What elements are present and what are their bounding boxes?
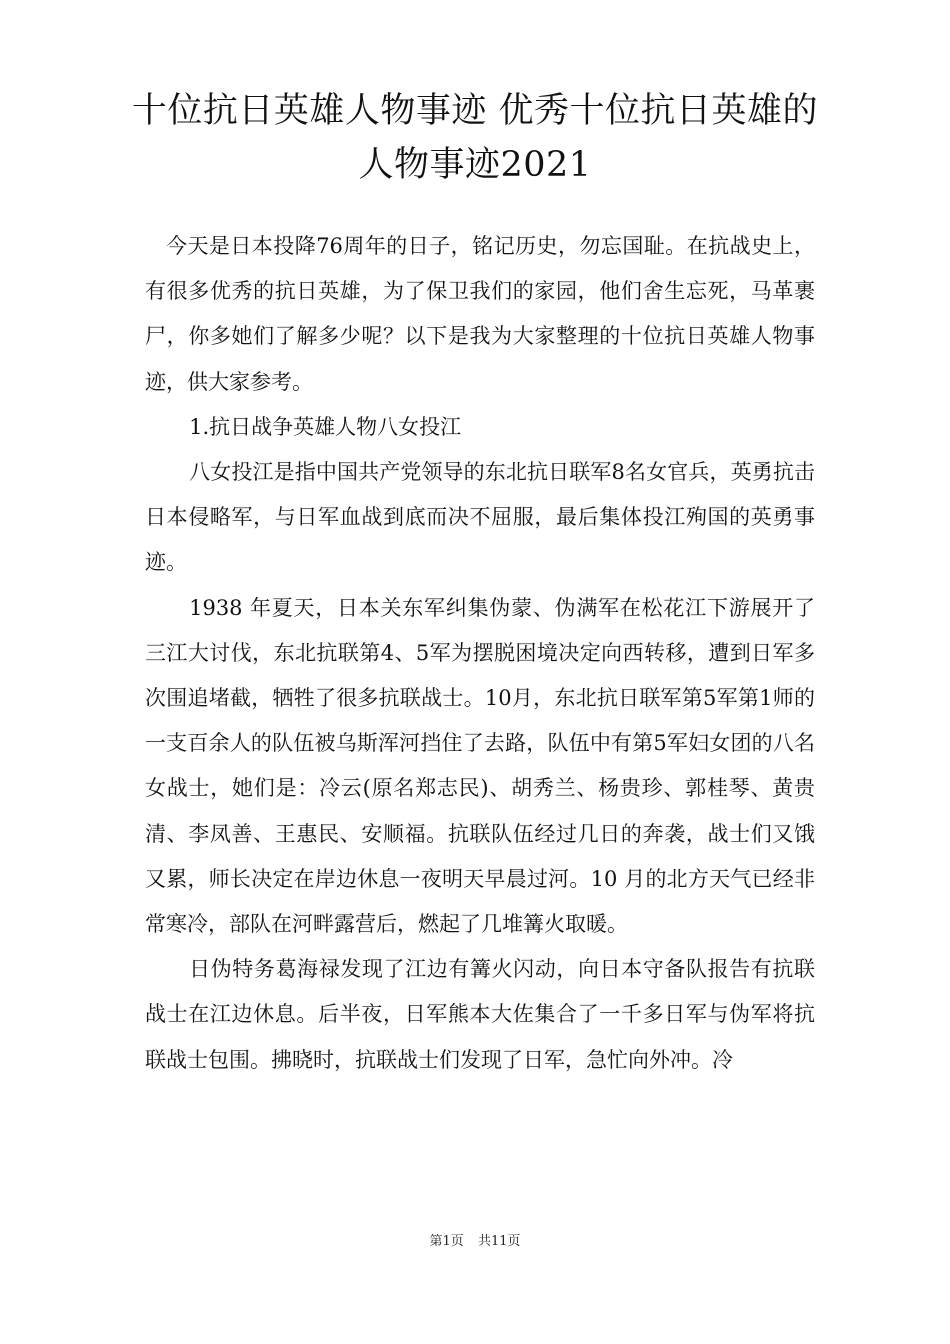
- body-paragraph: 八女投江是指中国共产党领导的东北抗日联军8名女官兵，英勇抗击日本侵略军，与日军血战到底而决不屈服，最后集体投江殉国的英勇事迹。: [145, 460, 815, 575]
- page-total: 共11页: [477, 1234, 521, 1249]
- body-paragraph: 日伪特务葛海禄发现了江边有篝火闪动，向日本守备队报告有抗联战士在江边休息。后半夜，日军熊本大佐集合了一千多日军与伪军将抗联战士包围。拂晓时，抗联战士们发现了日军，急忙向外冲。冷: [145, 957, 815, 1072]
- document-body: [145, 224, 815, 1083]
- document-title: 十位抗日英雄人物事迹 优秀十位抗日英雄的人物事迹2021: [131, 91, 819, 185]
- intro-paragraph: 今天是日本投降76周年的日子，铭记历史，勿忘国耻。在抗战史上，有很多优秀的抗日英雄，为了保卫我们的家园，他们舍生忘死，马革裹尸，你多她们了解多少呢？以下是我为大家整理的十位抗日英雄人物事迹，供大家参考。: [145, 234, 815, 394]
- page-number: 第1页: [429, 1234, 464, 1249]
- section-heading: 1.抗日战争英雄人物八女投江: [189, 414, 462, 439]
- page-footer: [0, 1230, 950, 1249]
- body-paragraph: 1938 年夏天，日本关东军纠集伪蒙、伪满军在松花江下游展开了三江大讨伐，东北抗联第4、5军为摆脱困境决定向西转移，遭到日军多次围追堵截，牺牲了很多抗联战士。10月，东北抗日联军第5军第1师的一支百余人的队伍被乌斯浑河挡住了去路，队伍中有第5军妇女团的八名女战士，她们是：冷云(原名郑志民)、胡秀兰、杨贵珍、郭桂琴、黄贵清、李凤善、王惠民、安顺福。抗联队伍经过几日的奔袭，战士们又饿又累，师长决定在岸边休息一夜明天早晨过河。10 月的北方天气已经非常寒冷，部队在河畔露营后，燃起了几堆篝火取暖。: [145, 595, 815, 937]
